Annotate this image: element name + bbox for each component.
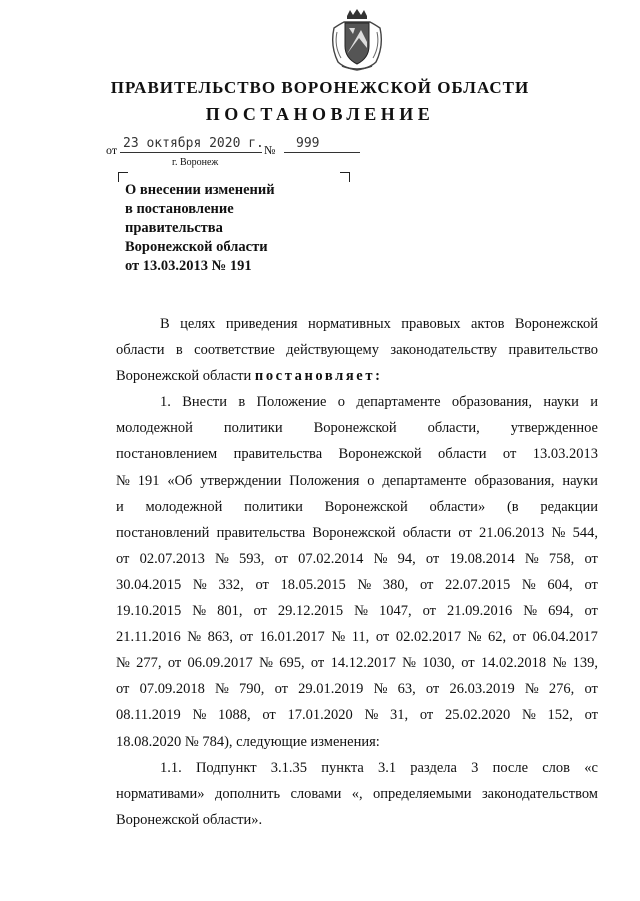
word: 94, bbox=[397, 550, 416, 567]
body-line bbox=[116, 650, 598, 676]
word: 14.12.2017 bbox=[330, 655, 396, 672]
word: молодежной bbox=[116, 420, 193, 437]
decree-word: постановляет: bbox=[254, 368, 383, 385]
word: 758, bbox=[548, 550, 575, 567]
word: № bbox=[116, 472, 130, 489]
word: В bbox=[160, 316, 170, 332]
body-line bbox=[116, 755, 598, 781]
word: целях bbox=[180, 316, 216, 332]
word: правительства bbox=[233, 446, 323, 463]
subject-line: О внесении изменений bbox=[125, 182, 275, 198]
word: науки bbox=[562, 472, 598, 489]
body-line bbox=[116, 572, 598, 598]
word: 380, bbox=[382, 576, 409, 593]
word: 604, bbox=[547, 576, 573, 593]
word: 695, bbox=[279, 655, 305, 672]
word: нормативных bbox=[307, 316, 391, 332]
word: Воронежской bbox=[338, 446, 422, 463]
word: от bbox=[584, 681, 598, 698]
word: от bbox=[512, 629, 527, 646]
word: 21.09.2016 bbox=[447, 603, 513, 620]
word: 19.10.2015 bbox=[116, 603, 182, 620]
word: от bbox=[116, 550, 130, 567]
word: 22.07.2015 bbox=[445, 576, 511, 593]
word: пункта bbox=[321, 759, 364, 776]
word: от bbox=[239, 629, 253, 646]
word: от bbox=[419, 707, 434, 724]
word: 29.12.2015 bbox=[277, 603, 344, 620]
word: после bbox=[492, 759, 529, 776]
word: № bbox=[524, 681, 539, 698]
word: в bbox=[238, 394, 246, 411]
word: в bbox=[175, 342, 183, 359]
body-line bbox=[116, 676, 598, 702]
word: 06.04.2017 bbox=[532, 629, 598, 646]
word: редакции bbox=[540, 498, 598, 515]
word: от bbox=[253, 603, 267, 620]
document-number: 999 bbox=[296, 136, 320, 151]
word: № bbox=[467, 629, 482, 646]
word: 332, bbox=[218, 576, 244, 593]
word: раздела bbox=[410, 759, 457, 776]
word: утвержденное bbox=[510, 420, 598, 437]
word: 06.09.2017 bbox=[187, 655, 253, 672]
word: № bbox=[552, 655, 567, 672]
word: 62, bbox=[488, 629, 507, 646]
city: г. Воронеж bbox=[172, 157, 219, 168]
word: утверждении bbox=[200, 472, 282, 489]
government-title: ПРАВИТЕЛЬСТВО ВОРОНЕЖСКОЙ ОБЛАСТИ bbox=[110, 78, 530, 97]
coat-of-arms-icon bbox=[328, 8, 386, 72]
word: № bbox=[357, 576, 372, 593]
word: № bbox=[192, 576, 207, 593]
word: от bbox=[255, 576, 269, 593]
word: 1088, bbox=[218, 707, 251, 724]
subject-line: в постановление bbox=[125, 201, 234, 217]
word: от bbox=[116, 681, 130, 698]
word: департаменте bbox=[356, 394, 441, 411]
word: 21.06.2013 bbox=[479, 524, 545, 541]
word: и bbox=[590, 394, 598, 411]
word: № bbox=[259, 655, 273, 672]
word: 3 bbox=[471, 759, 479, 776]
document-body bbox=[116, 311, 598, 833]
word: 3.1.35 bbox=[270, 759, 308, 776]
word: «, bbox=[351, 785, 363, 802]
word: о bbox=[367, 472, 375, 489]
word: правительства bbox=[216, 524, 306, 541]
word: от bbox=[167, 655, 182, 672]
word: от bbox=[584, 603, 598, 620]
word: от bbox=[425, 681, 440, 698]
word: науки bbox=[543, 394, 579, 411]
word: Воронежской bbox=[514, 316, 598, 332]
date-underline bbox=[120, 152, 262, 153]
word: № bbox=[215, 681, 229, 698]
word: 07.02.2014 bbox=[298, 550, 364, 567]
word: актов bbox=[470, 316, 505, 332]
word: от bbox=[262, 707, 276, 724]
date-number-line bbox=[106, 138, 366, 162]
word: 21.11.2016 bbox=[116, 629, 181, 646]
number-label: № bbox=[264, 143, 276, 157]
word: 18.05.2015 bbox=[280, 576, 346, 593]
word: от bbox=[502, 446, 517, 463]
word: 1.1. bbox=[160, 759, 182, 776]
word: от bbox=[458, 524, 472, 541]
word: 790, bbox=[239, 681, 265, 698]
word: Воронежской bbox=[312, 524, 396, 541]
word: 08.11.2019 bbox=[116, 707, 181, 724]
document-date: 23 октября 2020 г. bbox=[123, 136, 264, 151]
word: «Об bbox=[167, 472, 193, 489]
word: 544, bbox=[572, 524, 598, 541]
word: постановлений bbox=[116, 524, 210, 541]
body-line bbox=[116, 520, 598, 546]
word: № bbox=[402, 655, 416, 672]
word: «с bbox=[584, 759, 598, 776]
word: 02.07.2013 bbox=[139, 550, 205, 567]
body-line bbox=[116, 337, 598, 363]
body-line bbox=[116, 415, 598, 441]
word: № bbox=[373, 681, 388, 698]
word: о bbox=[337, 394, 345, 411]
word: 139, bbox=[572, 655, 598, 672]
body-line bbox=[116, 624, 598, 650]
body-line bbox=[116, 598, 598, 624]
word: № bbox=[521, 707, 536, 724]
word: 694, bbox=[548, 603, 574, 620]
word: слов bbox=[542, 759, 571, 776]
word: Положения bbox=[289, 472, 360, 489]
body-line bbox=[116, 363, 598, 389]
word: дополнить bbox=[214, 785, 281, 802]
word: № bbox=[373, 550, 388, 567]
word: от bbox=[584, 550, 598, 567]
body-line bbox=[116, 441, 598, 467]
word: Воронежской bbox=[313, 420, 397, 437]
body-line bbox=[116, 389, 598, 415]
word: от bbox=[274, 550, 288, 567]
word: № bbox=[187, 629, 202, 646]
body-line bbox=[116, 702, 598, 728]
word: от bbox=[375, 629, 390, 646]
word: словами bbox=[290, 785, 342, 802]
word: правовых bbox=[401, 316, 461, 332]
word: от bbox=[425, 550, 440, 567]
from-label: от bbox=[106, 143, 118, 157]
word: Подпункт bbox=[195, 759, 257, 776]
word: от bbox=[584, 576, 598, 593]
word: № bbox=[354, 603, 368, 620]
word: Положение bbox=[256, 394, 327, 411]
word: № bbox=[521, 576, 536, 593]
subject-line: правительства bbox=[125, 220, 223, 236]
word: № bbox=[116, 655, 130, 672]
word: политики bbox=[223, 420, 283, 437]
word: № bbox=[523, 603, 538, 620]
body-text: Воронежской области bbox=[116, 368, 252, 385]
word: области, bbox=[427, 420, 480, 437]
subject-line: Воронежской области bbox=[125, 239, 268, 255]
word: 25.02.2020 bbox=[444, 707, 511, 724]
word: 63, bbox=[397, 681, 416, 698]
word: области bbox=[438, 446, 487, 463]
word: 152, bbox=[547, 707, 573, 724]
word: от bbox=[419, 576, 434, 593]
word: № bbox=[524, 550, 539, 567]
body-line: Воронежской области». bbox=[116, 811, 263, 828]
word: 801, bbox=[217, 603, 243, 620]
word: 02.02.2017 bbox=[395, 629, 462, 646]
number-underline bbox=[284, 152, 360, 153]
word: 191 bbox=[137, 472, 160, 489]
word: области bbox=[402, 524, 452, 541]
word: Воронежской bbox=[324, 498, 408, 515]
word: № bbox=[192, 603, 207, 620]
word: 29.01.2019 bbox=[298, 681, 364, 698]
body-line bbox=[116, 494, 598, 520]
word: области» bbox=[429, 498, 486, 515]
word: 1. bbox=[160, 394, 171, 411]
word: от bbox=[310, 655, 325, 672]
word: молодежной bbox=[145, 498, 223, 515]
word: и bbox=[116, 498, 124, 515]
word: Внести bbox=[182, 394, 227, 411]
word: нормативами» bbox=[116, 785, 205, 802]
word: приведения bbox=[225, 316, 298, 332]
subject-line: от 13.03.2013 № 191 bbox=[125, 258, 252, 274]
word: правительство bbox=[508, 342, 598, 359]
word: 277, bbox=[136, 655, 162, 672]
word: 31, bbox=[390, 707, 409, 724]
word: политики bbox=[244, 498, 303, 515]
word: № bbox=[551, 524, 566, 541]
word: образования, bbox=[451, 394, 532, 411]
word: № bbox=[215, 550, 229, 567]
body-line bbox=[116, 781, 598, 807]
word: 863, bbox=[207, 629, 234, 646]
word: 07.09.2018 bbox=[139, 681, 205, 698]
word: 11, bbox=[351, 629, 370, 646]
body-line bbox=[116, 468, 598, 494]
document-type: ПОСТАНОВЛЕНИЕ bbox=[205, 104, 435, 124]
word: от bbox=[422, 603, 436, 620]
word: действующему bbox=[286, 342, 379, 359]
word: 19.08.2014 bbox=[449, 550, 515, 567]
word: 30.04.2015 bbox=[116, 576, 182, 593]
word: (в bbox=[506, 498, 519, 515]
word: № bbox=[364, 707, 379, 724]
body-line bbox=[116, 546, 598, 572]
word: 1030, bbox=[422, 655, 455, 672]
word: 17.01.2020 bbox=[287, 707, 353, 724]
word: образования, bbox=[474, 472, 555, 489]
body-line bbox=[116, 311, 598, 337]
word: 14.02.2018 bbox=[480, 655, 547, 672]
word: от bbox=[461, 655, 475, 672]
word: законодательством bbox=[481, 785, 598, 802]
word: от bbox=[584, 707, 598, 724]
word: 13.03.2013 bbox=[532, 446, 598, 463]
word: департаменте bbox=[382, 472, 467, 489]
word: 593, bbox=[239, 550, 265, 567]
word: 26.03.2019 bbox=[449, 681, 515, 698]
document-subject bbox=[125, 181, 365, 276]
word: постановлением bbox=[116, 446, 218, 463]
word: № bbox=[331, 629, 346, 646]
word: соответствие bbox=[194, 342, 275, 359]
word: 1047, bbox=[378, 603, 412, 620]
word: 276, bbox=[548, 681, 575, 698]
word: от bbox=[274, 681, 288, 698]
word: 16.01.2017 bbox=[259, 629, 325, 646]
word: 3.1 bbox=[377, 759, 397, 776]
word: определяемыми bbox=[373, 785, 472, 802]
word: области bbox=[116, 342, 165, 359]
word: законодательству bbox=[390, 342, 498, 359]
word: № bbox=[192, 707, 207, 724]
body-line: 18.08.2020 № 784), следующие изменения: bbox=[116, 733, 380, 750]
